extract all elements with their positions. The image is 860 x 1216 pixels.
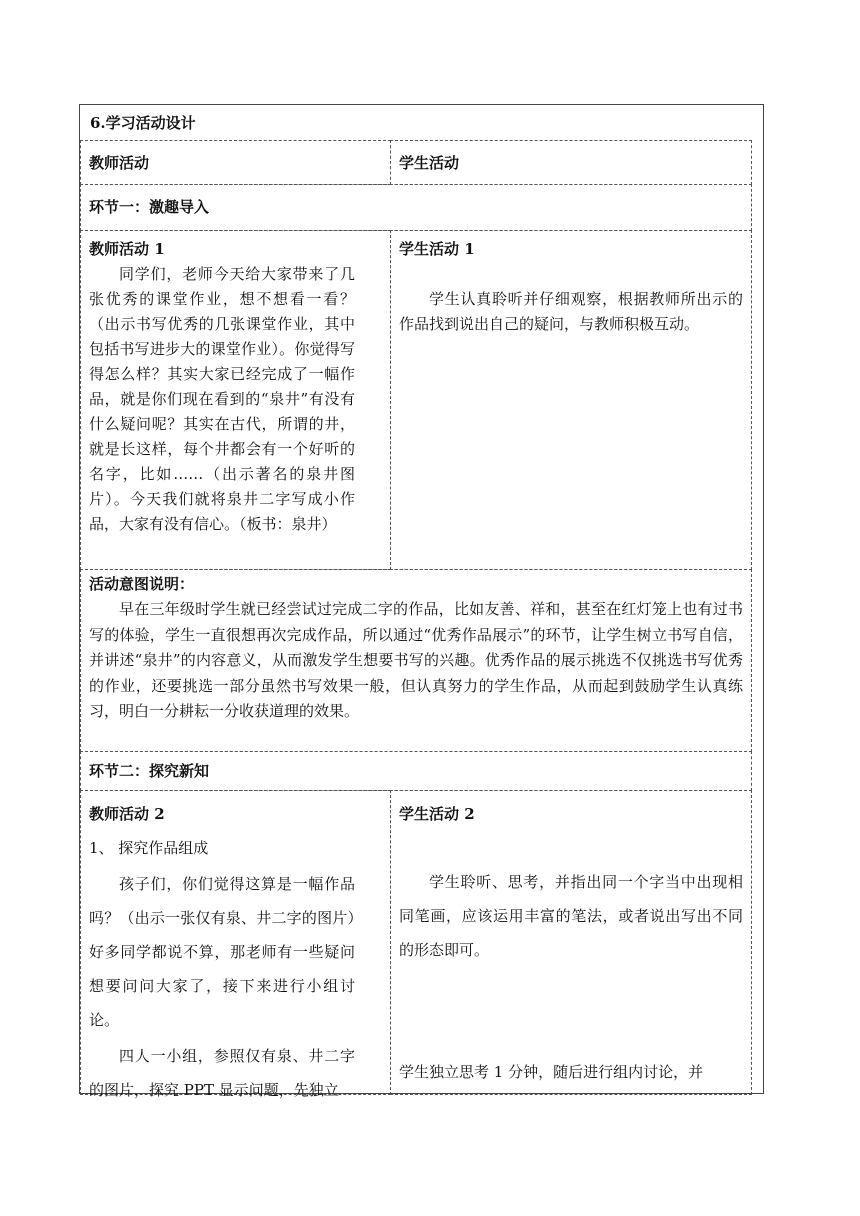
teacher-item-1: 1、 探究作品组成 (89, 839, 209, 857)
teacher-activity-2-heading: 教师活动 2 (89, 805, 165, 823)
stage2-teacher-cell (80, 790, 391, 1099)
intent-text: 早在三年级时学生就已经尝试过完成二字的作品，比如友善、祥和，甚至在红灯笼上也有过书写的体验，学生一直很想再次完成作品，所以通过“优秀作品展示”的环节，让学生树立书写自信，并讲述“泉井”的内容意义，从而激发学生想要书写的兴趣。优秀作品的展示挑选不仅挑选书写优秀的作业，还要挑选一部分虽然书写效果一般，但认真努力的学生作品，从而起到鼓励学生认真练习，明白一分耕耘一分收获道理的效果。 (89, 600, 743, 720)
header-teacher: 教师活动 (80, 140, 391, 185)
stage1-title: 环节一：激趣导入 (80, 184, 752, 231)
student-activity-2-para1: 学生聆听、思考，并指出同一个字当中出现相同笔画，应该运用丰富的笔法，或者说出写出不同的形态即可。 (399, 873, 743, 959)
student-activity-2-heading: 学生活动 2 (399, 805, 475, 823)
student-activity-1-text: 学生认真聆听并仔细观察，根据教师所出示的作品找到说出自己的疑问，与教师积极互动。 (399, 290, 743, 333)
section-title: 6.学习活动设计 (90, 114, 196, 132)
stage1-teacher-cell (80, 230, 391, 570)
teacher-activity-1-text: 同学们，老师今天给大家带来了几张优秀的课堂作业，想不想看一看？（出示书写优秀的几张课堂作业，其中包括书写进步大的课堂作业）。你觉得写得怎么样？其实大家已经完成了一幅作品，就是你们现在看到的“泉井”有没有什么疑问呢？其实在古代，所谓的井，就是长这样，每个井都会有一个好听的名字，比如……（出示著名的泉井图片）。今天我们就将泉井二字写成小作品，大家有没有信心。（板书：泉井） (89, 265, 355, 533)
activity-design-table (79, 104, 764, 1099)
teacher-activity-2-para1: 孩子们，你们觉得这算是一幅作品吗？（出示一张仅有泉、井二字的图片）好多同学都说不算，那老师有一些疑问想要问问大家了，接下来进行小组讨论。 (89, 875, 355, 1029)
teacher-activity-1-heading: 教师活动 1 (89, 240, 165, 258)
stage2-student-cell (390, 790, 752, 1095)
student-activity-2-para2: 学生独立思考 1 分钟，随后进行组内讨论，并 (399, 1063, 704, 1081)
stage2-title: 环节二：探究新知 (80, 751, 752, 791)
teacher-activity-2-para2: 四人一小组，参照仅有泉、井二字的图片，探究 PPT 显示问题，先独立 (89, 1047, 355, 1099)
stage1-student-cell (390, 230, 752, 570)
student-activity-1-heading: 学生活动 1 (399, 240, 475, 258)
header-student: 学生活动 (390, 140, 752, 185)
intent-heading: 活动意图说明： (89, 575, 195, 593)
stage1-intent-cell (80, 569, 752, 752)
